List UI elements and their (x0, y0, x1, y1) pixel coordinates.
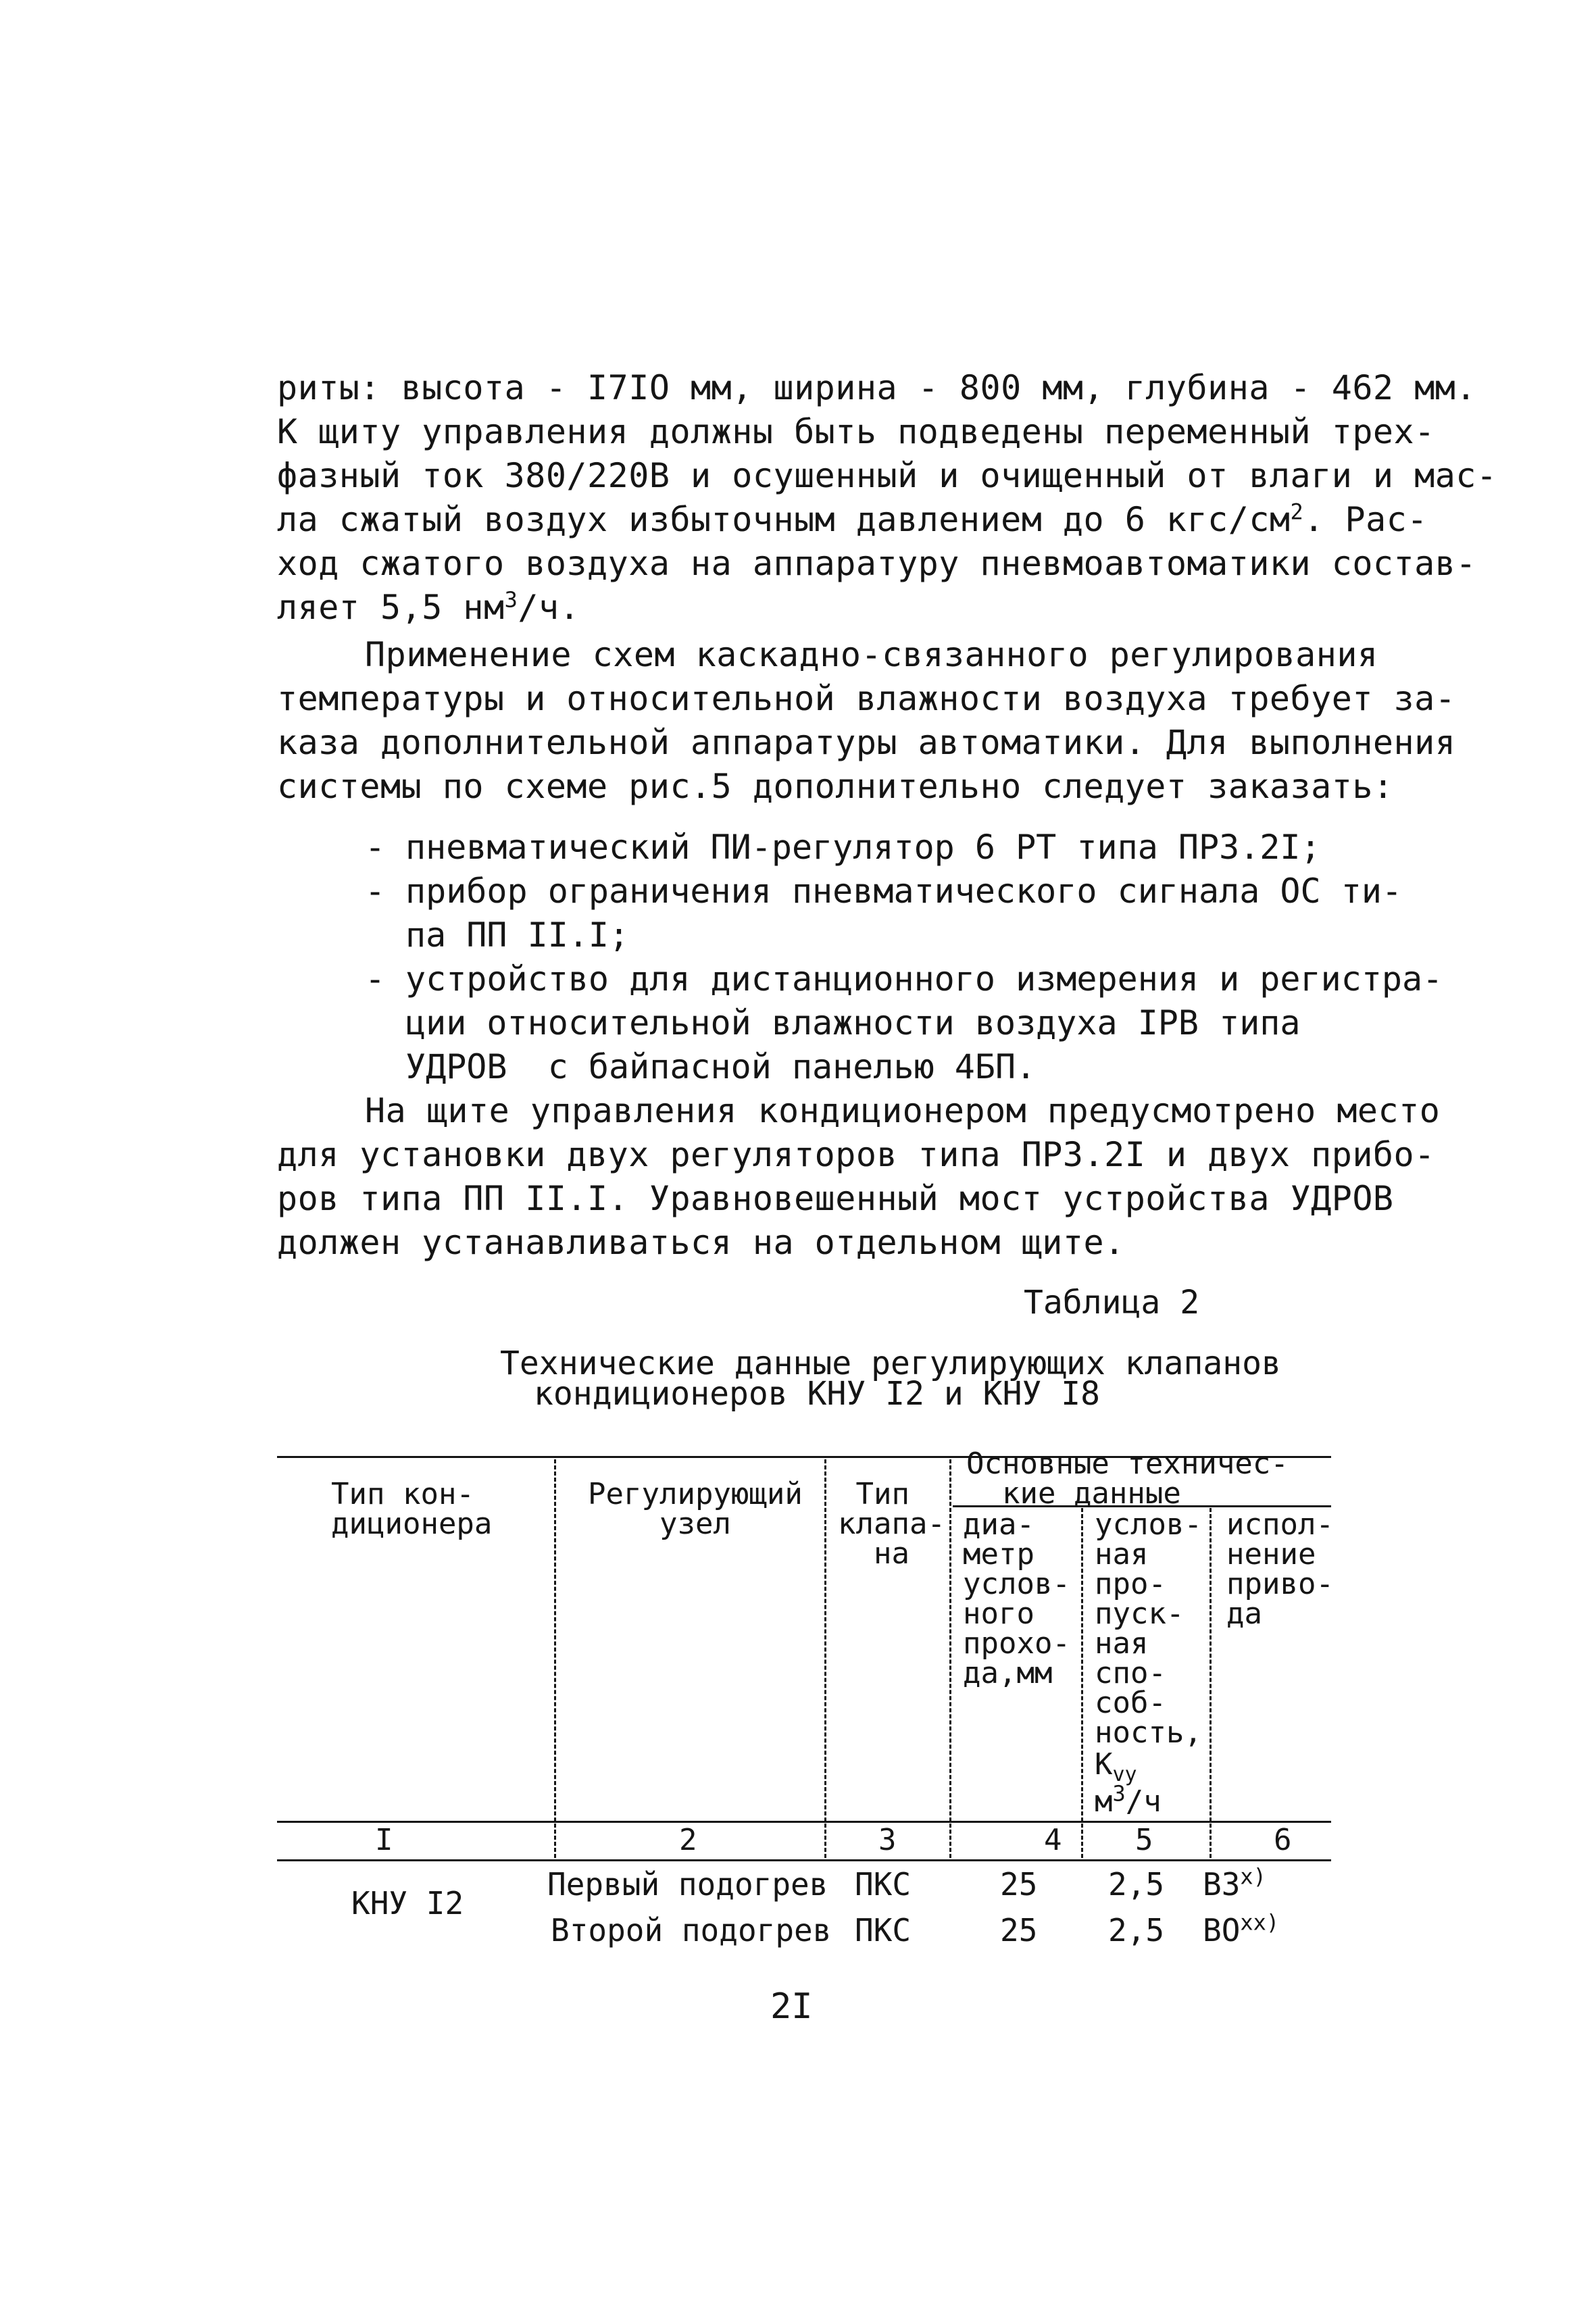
column-number: 6 (1274, 1823, 1292, 1857)
text-line: системы по схеме рис.5 дополнительно следует заказать: (277, 767, 1394, 806)
superscript: 3 (504, 586, 518, 613)
list-bullet: - (365, 828, 386, 867)
column-number: 4 (1044, 1823, 1062, 1857)
table-cell-diameter: 25 (1000, 1866, 1038, 1903)
text-line: ляет 5,5 $нм^3/ч$. (277, 586, 580, 627)
column-number: 2 (679, 1823, 697, 1857)
superscript: 2 (1290, 499, 1304, 525)
text-line: К щиту управления должны быть подведены переменный трех- (277, 412, 1435, 451)
list-item: устройство для дистанционного измерения и регистра- (405, 959, 1443, 999)
list-item-cont: ции относительной влажности воздуха IPB типа (405, 1003, 1301, 1042)
table-cell-valve: ПКС (855, 1866, 912, 1903)
text-line: На щите управления кондиционером предусмотрено место (365, 1091, 1441, 1130)
column-divider (1081, 1508, 1083, 1858)
text-line: ров типа ПП II.I. Уравновешенный мост устройства УДРОВ (277, 1179, 1394, 1218)
text-line: температуры и относительной влажности воздуха требует за- (277, 679, 1456, 718)
header-group: Основные техничес- кие данные (966, 1447, 1289, 1511)
column-number: 3 (878, 1823, 897, 1857)
header-capacity-unit: $K_{vy}$ (1095, 1747, 1137, 1786)
header-valve: Тип клапа- на (838, 1477, 945, 1571)
table-cell-diameter: 25 (1000, 1912, 1038, 1948)
table-cell-valve: ПКС (855, 1912, 912, 1948)
header-capacity: услов- ная про- пуск- ная спо- соб- ность, (1095, 1507, 1202, 1750)
header-drive: испол- нение приво- да (1226, 1507, 1334, 1631)
column-number: 5 (1135, 1823, 1153, 1857)
table-cell-capacity: 2,5 (1108, 1866, 1165, 1903)
column-number: I (375, 1823, 393, 1857)
text-line: риты: высота - I7IO мм, ширина - 800 мм, глубина - 462 мм. (277, 368, 1476, 407)
colnum-bottom-rule (277, 1859, 1331, 1861)
list-bullet: - (365, 959, 386, 999)
list-item-cont: УДРОВ с байпасной панелью 4БП. (405, 1047, 1037, 1086)
column-divider (554, 1459, 556, 1858)
text-line: Применение схем каскадно-связанного регулирования (365, 635, 1378, 674)
column-divider (1210, 1508, 1212, 1858)
text-line: должен устанавливаться на отдельном щите. (277, 1223, 1125, 1262)
table-cell-node: Второй подогрев (551, 1912, 832, 1948)
list-item-cont: па ПП II.I; (405, 915, 630, 955)
text-line: ла сжатый воздух избыточным давлением до 6 кгс/$см^2$. Рас- (277, 499, 1428, 539)
list-item: прибор ограничения пневматического сигнала ОС ти- (405, 872, 1403, 911)
column-divider (949, 1459, 951, 1858)
text-line: ход сжатого воздуха на аппаратуру пневмоавтоматики состав- (277, 544, 1476, 583)
header-node: Регулирующий узел (588, 1477, 803, 1541)
table-cell-drive: ВО$^{xx)}$ (1203, 1909, 1280, 1948)
text-line: фазный ток 380/220В и осушенный и очищенный от влаги и мас- (277, 456, 1497, 495)
page-number: 2I (770, 1986, 813, 2027)
header-bottom-rule (277, 1821, 1331, 1823)
table-cell-type: КНУ I2 (351, 1885, 464, 1921)
text-line: каза дополнительной аппаратуры автоматики. Для выполнения (277, 723, 1456, 762)
text-line: для установки двух регуляторов типа ПРЗ.2I и двух прибо- (277, 1135, 1435, 1174)
header-type: Тип кон- диционера (331, 1477, 493, 1541)
table-caption: кондиционеров КНУ I2 и КНУ I8 (534, 1375, 1101, 1413)
column-divider (824, 1459, 826, 1858)
list-item: пневматический ПИ-регулятор 6 РТ типа ПРЗ.2I; (405, 828, 1321, 867)
header-capacity-unit2: $м^3/ч$ (1095, 1780, 1162, 1819)
list-bullet: - (365, 872, 386, 911)
table-number: Таблица 2 (1024, 1284, 1200, 1322)
table-cell-capacity: 2,5 (1108, 1912, 1165, 1948)
header-diameter: диа- метр услов- ного прохо- да,мм (963, 1507, 1070, 1690)
table-cell-node: Первый подогрев (547, 1866, 828, 1903)
table-cell-drive: ВЗ$^{x)}$ (1203, 1863, 1266, 1903)
table-caption: Технические данные регулирующих клапанов (500, 1344, 1281, 1382)
